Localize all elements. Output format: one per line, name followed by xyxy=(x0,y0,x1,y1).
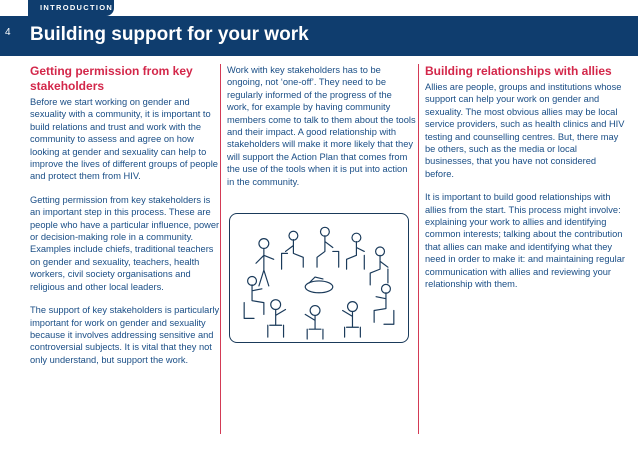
page-title: Building support for your work xyxy=(30,24,309,45)
right-paragraph-1: Allies are people, groups and institutions whose support can help your work on gender and sexuality. The most obvious allies may be local service providers, such as health clinics and HIV testing and counselling centres. But, there may be others, such as the media or local businesses, that you have not considered before. xyxy=(425,82,625,179)
column-divider-right xyxy=(418,64,419,434)
left-paragraph-2: Getting permission from key stakeholders is an important step in this process. These are people who have a particular influence, power or decision-making role in a community. Examples include chiefs, traditional teachers on gender and sexuality, teachers, health workers, civil society organisations and religious and other local leaders. xyxy=(30,194,220,292)
left-column xyxy=(30,64,220,377)
right-paragraph-2: It is important to build good relationships with allies from the start. This process might involve: explaining your work to allies and identifying common interests; talking about the contribution that allies can make and identifying what they need in order to make it: and maintaining regular communication with allies and reviewing your relationship with them. xyxy=(425,192,626,290)
title-band xyxy=(0,16,638,56)
left-heading: Getting permission from key stakeholders xyxy=(30,64,193,93)
page-number: 4 xyxy=(5,27,11,38)
middle-column xyxy=(227,64,416,199)
left-paragraph-3: The support of key stakeholders is particularly important for work on gender and sexuality because it involves addressing sensitive and controversial subjects. It is vital that they not only understand, but support the work. xyxy=(30,305,220,365)
middle-paragraph-1: Work with key stakeholders has to be ongoing, not ‘one-off’. They need to be regularly informed of the progress of the work, for example by having community members come to talk to them about the tools and their impact. A good relationship with stakeholders will make it more likely that they will support the Action Plan that comes from the use of the tools when it is put into action in the community. xyxy=(227,65,416,187)
column-divider-left xyxy=(220,64,221,434)
meeting-circle-drawing xyxy=(230,214,408,342)
section-tab: INTRODUCTION xyxy=(28,0,114,16)
right-column xyxy=(425,64,625,302)
community-meeting-illustration xyxy=(229,213,409,343)
right-heading: Building relationships with allies xyxy=(425,64,612,78)
left-paragraph-1: Before we start working on gender and sexuality with a community, it is important to build relations and trust and work with the community to assess and agree on how looking at gender and sexuality can help to improve the lives of different groups of people and protect them from HIV. xyxy=(30,97,218,182)
